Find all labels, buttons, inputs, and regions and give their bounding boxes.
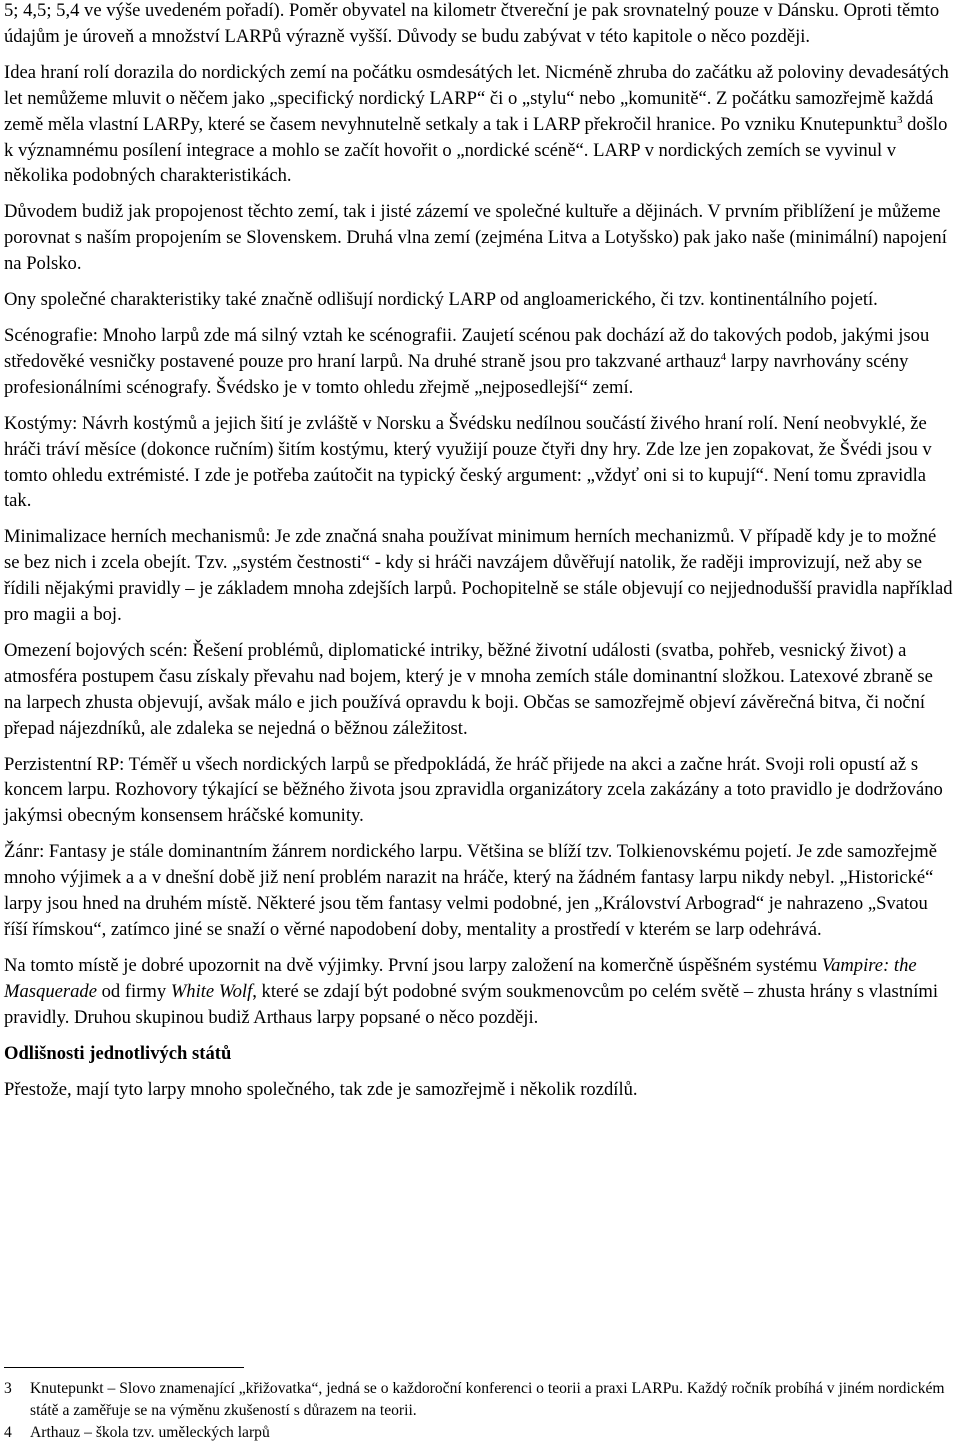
paragraph-genre: Žánr: Fantasy je stále dominantním žánrem nordického larpu. Většina se blíží tzv. Tolkienovskému pojetí. Je zde samozřejmě mnoho výjimek a a v dnešní době již není problém narazit na hráče, který na žádném fantasy larpu nikdy nebyl. „Historické“ larpy jsou hned na druhém místě. Některé jsou těm fantasy velmi podobné, jen „Království Arbograd“ je nahrazeno „Svatou říší římskou“, zatímco jiné se snaží o věrné napodobení doby, mentality a prostředí v kterém se larp odehrává. (4, 841, 937, 940)
footnote-number: 3 (4, 1380, 12, 1397)
footnote-ref-4: 4 (720, 350, 727, 363)
footnote-number: 4 (4, 1424, 12, 1441)
footnote-3 (4, 1378, 955, 1421)
section-heading: Odlišnosti jednotlivých států (4, 1042, 232, 1064)
paragraph-scenography (4, 323, 955, 401)
paragraph-population: 5; 4,5; 5,4 ve výše uvedeném pořadí). Poměr obyvatel na kilometr čtvereční je pak srovnatelný pouze v Dánsku. Oproti těmto údajům je úroveň a množství LARPů výrazně vyšší. Důvody se budu zabývat v této kapitole o něco později. (4, 0, 940, 47)
footnote-ref-3: 3 (896, 113, 903, 126)
paragraph-persistent-rp: Perzistentní RP: Téměř u všech nordických larpů se předpokládá, že hráč přijede na akci a začne hrát. Svoji roli opustí až s koncem larpu. Rozhovory týkající se běžného života jsou zpravidla organizátory zcela zakázány a toto pravidlo je dodržováno jakýmsi obecným konsensem hráčské komunity. (4, 753, 943, 827)
paragraph-reasons: Důvodem budiž jak propojenost těchto zemí, tak i jisté zázemí ve společné kultuře a dějinách. V prvním přiblížení je můžeme porovnat s naším propojením se Slovenskem. Druhá vlna zemí (zejména Litva a Lotyšsko) pak jako naše (minimální) napojení na Polsko. (4, 201, 947, 275)
footnote-separator (4, 1367, 244, 1368)
paragraph-mechanics: Minimalizace herních mechanismů: Je zde značná snaha používat minimum herních mechanizmů. V případě kdy je to možné se bez nich i zcela obejít. Tzv. „systém čestnosti“ - kdy si hráči navzájem důvěřují natolik, že raději improvizují, než aby se řídili nějakými pravidly – je základem mnoha zdejších larpů. Pochopitelně se stále objevují co nejjednodušší pravidla například pro magii a boj. (4, 526, 953, 626)
footnote-text: Knutepunkt – Slovo znamenající „křižovatka“, jedná se o každoroční konferenci o teorii a praxi LARPu. Každý ročník probíhá v jiném nordickém státě a zaměřuje se na výměnu zkušeností s důrazem na teorii. (30, 1380, 945, 1419)
footnote-4 (4, 1422, 955, 1444)
paragraph-scenography-text-cont: larpy navrhovány scény profesionálními scénografy. Švédsko je v tomto ohledu zřejmě „nejposedlejší“ zemí. (4, 350, 909, 398)
paragraph-exceptions (4, 953, 955, 1031)
paragraph-characteristics: Ony společné charakteristiky také značně odlišují nordický LARP od angloamerického, či tzv. kontinentálního pojetí. (4, 289, 878, 311)
paragraph-costumes: Kostýmy: Návrh kostýmů a jejich šití je zvláště v Norsku a Švédsku nedílnou součástí živého hraní rolí. Není neobvyklé, že hráči tráví měsíce (dokonce ručním) šitím kostýmu, který využijí pouze čtyři dny hry. Zde lze jen zopakovat, že Švédi jsou v tomto ohledu extrémisté. I zde je potřeba zaútočit na typický český argument: „vždyť oni si to kupují“. Není tomu zpravidla tak. (4, 412, 932, 512)
footnote-text: Arthauz – škola tzv. uměleckých larpů (30, 1424, 270, 1441)
title-white-wolf: White Wolf (170, 980, 253, 1002)
paragraph-closing: Přestože, mají tyto larpy mnoho společného, tak zde je samozřejmě i několik rozdílů. (4, 1078, 638, 1100)
paragraph-history-text: Idea hraní rolí dorazila do nordických zemí na počátku osmdesátých let. Nicméně zhruba do začátku až poloviny devadesátých let nemůžeme mluvit o něčem jako „specifický nordický LARP“ či o „stylu“ nebo „komunitě“. Z počátku samozřejmě každá země měla vlastní LARPy, které se časem nevyhnutelně setkaly a tak i LARP překročil hranice. Po vzniku Knutepunktu (4, 61, 949, 135)
paragraph-history (4, 60, 955, 190)
paragraph-history-text-cont: došlo k významnému posílení integrace a mohlo se začít hovořit o „nordické scéně“. LARP v nordických zemích se vyvinul v několika podobných charakteristikách. (4, 113, 948, 187)
paragraph-combat: Omezení bojových scén: Řešení problémů, diplomatické intriky, běžné životní události (svatba, pohřeb, vesnický život) a atmosféra postupem času získaly převahu nad bojem, který je v mnoha zemích stále dominantní složkou. Latexové zbraně se na larpech zhusta objevují, avšak málo e jich používá opravdu k boji. Občas se samozřejmě objeví závěrečná bitva, či noční přepad nájezdníků, ale zdaleka se nejedná o běžnou záležitost. (4, 639, 933, 739)
paragraph-exceptions-text: Na tomto místě je dobré upozornit na dvě výjimky. První jsou larpy založení na komerčně úspěšném systému (4, 954, 822, 976)
paragraph-scenography-text: Scénografie: Mnoho larpů zde má silný vztah ke scénografii. Zaujetí scénou pak dochází až do takových podob, jakými jsou středověké vesničky postavené pouze pro hraní larpů. Na druhé straně jsou pro takzvané arthauz (4, 324, 930, 372)
document-body (4, 0, 955, 1112)
title-vampire: Vampire: the Masquerade (4, 954, 917, 1002)
paragraph-exceptions-text-2: od firmy (96, 980, 171, 1002)
footnotes (4, 1378, 955, 1445)
paragraph-exceptions-text-3: , které se zdají být podobné svým soukmenovcům po celém světě – zhusta hrány s vlastními pravidly. Druhou skupinou budiž Arthaus larpy popsané o něco později. (4, 980, 939, 1028)
